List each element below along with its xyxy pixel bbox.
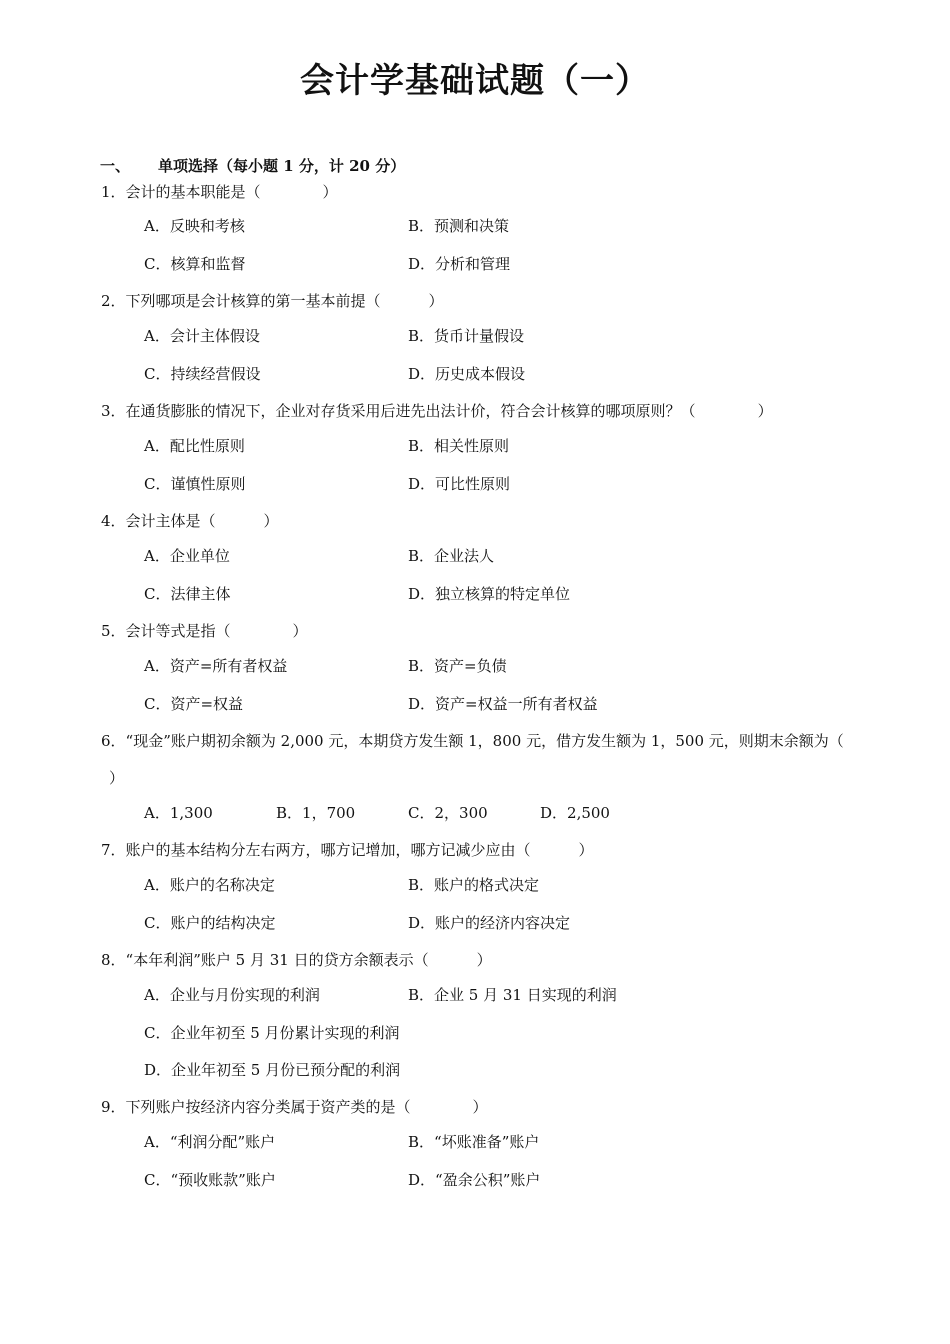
- q5-option-b: B．资产=负债: [408, 657, 507, 675]
- question-6: 6．“现金”账户期初余额为 2,000 元，本期贷方发生额 1，800 元，借方发生额为 1，500 元，则期末余额为（ ）: [101, 732, 844, 787]
- q6-option-a: A．1,300: [144, 804, 213, 822]
- question-4: 4．会计主体是（ ）: [101, 512, 279, 530]
- q5-option-c: C．资产=权益: [144, 695, 244, 713]
- q7-option-a: A．账户的名称决定: [144, 876, 275, 894]
- section-label: 单项选择（每小题 1 分，计 20 分）: [158, 157, 406, 175]
- q4-option-b: B．企业法人: [408, 547, 495, 565]
- q2-option-c: C．持续经营假设: [144, 365, 261, 383]
- q8-option-d: D．企业年初至 5 月份已预分配的利润: [144, 1061, 401, 1079]
- q8-option-c: C．企业年初至 5 月份累计实现的利润: [144, 1024, 400, 1042]
- q6-option-b: B．1，700: [276, 804, 356, 822]
- q4-option-a: A．企业单位: [144, 547, 230, 565]
- q5-option-d: D．资产=权益一所有者权益: [408, 695, 598, 713]
- q3-option-d: D．可比性原则: [408, 475, 511, 493]
- question-8: 8．“本年利润”账户 5 月 31 日的贷方余额表示（ ）: [101, 951, 492, 969]
- section-heading: [100, 154, 405, 178]
- q3-option-c: C．谨慎性原则: [144, 475, 246, 493]
- question-9: 9．下列账户按经济内容分类属于资产类的是（ ）: [101, 1098, 488, 1116]
- question-7: 7．账户的基本结构分左右两方，哪方记增加，哪方记减少应由（ ）: [101, 841, 594, 859]
- question-3: 3．在通货膨胀的情况下，企业对存货采用后进先出法计价，符合会计核算的哪项原则？（ ）: [101, 402, 773, 420]
- q7-option-d: D．账户的经济内容决定: [408, 914, 571, 932]
- q1-option-b: B．预测和决策: [408, 217, 510, 235]
- q1-option-d: D．分析和管理: [408, 255, 511, 273]
- question-1: 1．会计的基本职能是（ ）: [101, 183, 338, 201]
- section-number: 一、: [100, 157, 131, 175]
- q8-option-a: A．企业与月份实现的利润: [144, 986, 320, 1004]
- question-5: 5．会计等式是指（ ）: [101, 622, 308, 640]
- page-title: 会计学基础试题（一）: [300, 61, 650, 101]
- question-2: 2．下列哪项是会计核算的第一基本前提（ ）: [101, 292, 444, 310]
- q2-option-b: B．货币计量假设: [408, 327, 525, 345]
- q7-option-b: B．账户的格式决定: [408, 876, 540, 894]
- q6-option-c: C．2，300: [408, 804, 488, 822]
- q4-option-c: C．法律主体: [144, 585, 231, 603]
- q4-option-d: D．独立核算的特定单位: [408, 585, 571, 603]
- q1-option-c: C．核算和监督: [144, 255, 246, 273]
- q9-option-c: C．“预收账款”账户: [144, 1171, 276, 1189]
- q6-option-d: D．2,500: [540, 804, 610, 822]
- q8-option-b: B．企业 5 月 31 日实现的利润: [408, 986, 617, 1004]
- q2-option-a: A．会计主体假设: [144, 327, 260, 345]
- q9-option-a: A．“利润分配”账户: [144, 1133, 276, 1151]
- q2-option-d: D．历史成本假设: [408, 365, 526, 383]
- q9-option-b: B．“坏账准备”账户: [408, 1133, 540, 1151]
- q1-option-a: A．反映和考核: [144, 217, 245, 235]
- q7-option-c: C．账户的结构决定: [144, 914, 276, 932]
- q5-option-a: A．资产=所有者权益: [144, 657, 288, 675]
- q9-option-d: D．“盈余公积”账户: [408, 1171, 541, 1189]
- q3-option-b: B．相关性原则: [408, 437, 510, 455]
- q3-option-a: A．配比性原则: [144, 437, 245, 455]
